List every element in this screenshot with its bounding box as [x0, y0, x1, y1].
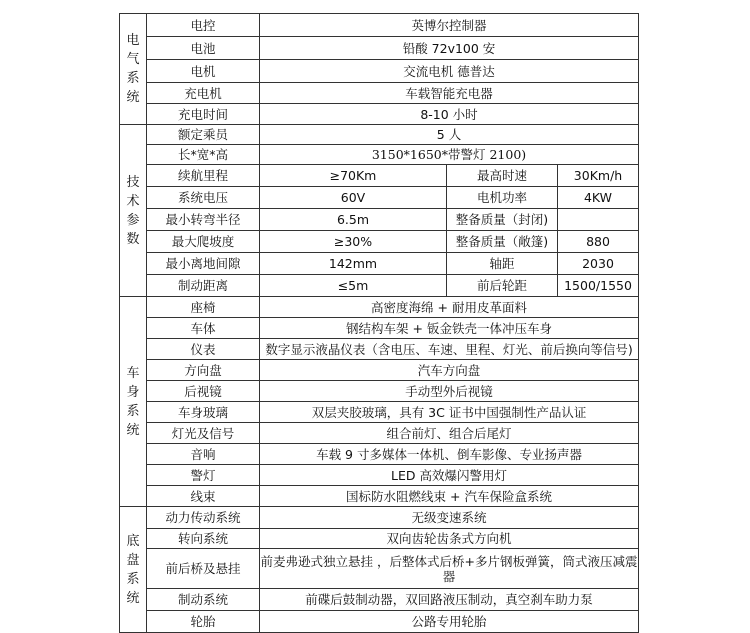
- table-row: [120, 125, 639, 145]
- table-row: [120, 275, 639, 297]
- table-row: [120, 507, 639, 529]
- row-value: 142mm: [260, 253, 447, 275]
- table-row: [120, 444, 639, 465]
- table-row: [120, 165, 639, 187]
- row-label: 方向盘: [147, 360, 260, 381]
- row-value: 英博尔控制器: [260, 14, 639, 37]
- row-label: 电机功率: [447, 187, 558, 209]
- row-label: 音响: [147, 444, 260, 465]
- row-label: 轮胎: [147, 611, 260, 633]
- row-value: 双层夹胶玻璃，具有 3C 证书中国强制性产品认证: [260, 402, 639, 423]
- row-value: 前碟后鼓制动器，双回路液压制动，真空刹车助力泵: [260, 589, 639, 611]
- row-label: 额定乘员: [147, 125, 260, 145]
- table-row: [120, 465, 639, 486]
- table-row: [120, 611, 639, 633]
- row-value: ≥30%: [260, 231, 447, 253]
- table-row: [120, 37, 639, 60]
- row-label: 整备质量（封闭): [447, 209, 558, 231]
- row-label: 动力传动系统: [147, 507, 260, 529]
- table-row: [120, 589, 639, 611]
- row-label: 最小离地间隙: [147, 253, 260, 275]
- row-value: 1500/1550: [558, 275, 639, 297]
- row-label: 线束: [147, 486, 260, 507]
- section-body: 车身系统: [120, 297, 147, 507]
- row-label: 续航里程: [147, 165, 260, 187]
- row-label: 车体: [147, 318, 260, 339]
- table-row: [120, 423, 639, 444]
- row-value: 5 人: [260, 125, 639, 145]
- row-value: 8-10 小时: [260, 104, 639, 125]
- row-label: 系统电压: [147, 187, 260, 209]
- row-label: 车身玻璃: [147, 402, 260, 423]
- section-electrical: 电气系统: [120, 14, 147, 125]
- row-value: 880: [558, 231, 639, 253]
- table-row: [120, 318, 639, 339]
- section-technical: 技术参数: [120, 125, 147, 297]
- row-value: 前麦弗逊式独立悬挂 ，后整体式后桥+多片钢板弹簧，筒式液压减震器: [260, 549, 639, 589]
- table-row: [120, 60, 639, 83]
- section-chassis: 底盘系统: [120, 507, 147, 633]
- table-row: [120, 187, 639, 209]
- row-value: 数字显示液晶仪表（含电压、车速、里程、灯光、前后换向等信号): [260, 339, 639, 360]
- table-row: [120, 231, 639, 253]
- table-row: [120, 549, 639, 589]
- table-row: [120, 209, 639, 231]
- table-row: [120, 402, 639, 423]
- row-value: 3150*1650*带警灯 2100): [260, 145, 639, 165]
- row-value: 车载智能充电器: [260, 83, 639, 104]
- table-row: [120, 360, 639, 381]
- row-label: 座椅: [147, 297, 260, 318]
- row-value: 交流电机 德普达: [260, 60, 639, 83]
- row-label: 电池: [147, 37, 260, 60]
- table-row: [120, 339, 639, 360]
- row-value: ≥70Km: [260, 165, 447, 187]
- row-label: 警灯: [147, 465, 260, 486]
- row-value: 高密度海绵 + 耐用皮革面料: [260, 297, 639, 318]
- table-row: [120, 104, 639, 125]
- table-row: [120, 381, 639, 402]
- row-value: 60V: [260, 187, 447, 209]
- row-label: 前后桥及悬挂: [147, 549, 260, 589]
- row-label: 灯光及信号: [147, 423, 260, 444]
- row-value: 4KW: [558, 187, 639, 209]
- row-value: 无级变速系统: [260, 507, 639, 529]
- row-value: 公路专用轮胎: [260, 611, 639, 633]
- row-label: 仪表: [147, 339, 260, 360]
- row-label: 制动系统: [147, 589, 260, 611]
- row-value: 钢结构车架 + 钣金铁壳一体冲压车身: [260, 318, 639, 339]
- table-row: [120, 486, 639, 507]
- row-value: 汽车方向盘: [260, 360, 639, 381]
- row-label: 电控: [147, 14, 260, 37]
- row-value: 手动型外后视镜: [260, 381, 639, 402]
- row-label: 电机: [147, 60, 260, 83]
- row-label: 后视镜: [147, 381, 260, 402]
- row-value: 2030: [558, 253, 639, 275]
- row-label: 充电机: [147, 83, 260, 104]
- row-label: 最大爬坡度: [147, 231, 260, 253]
- table-row: [120, 297, 639, 318]
- row-label: 长*宽*高: [147, 145, 260, 165]
- table-row: [120, 14, 639, 37]
- row-label: 轴距: [447, 253, 558, 275]
- spec-table: [119, 13, 639, 633]
- row-value: [558, 209, 639, 231]
- table-row: [120, 145, 639, 165]
- row-value: 组合前灯、组合后尾灯: [260, 423, 639, 444]
- table-row: [120, 529, 639, 549]
- row-label: 整备质量（敞篷): [447, 231, 558, 253]
- table-row: [120, 83, 639, 104]
- row-label: 转向系统: [147, 529, 260, 549]
- row-label: 最高时速: [447, 165, 558, 187]
- row-value: 30Km/h: [558, 165, 639, 187]
- row-value: LED 高效爆闪警用灯: [260, 465, 639, 486]
- row-value: 国标防水阻燃线束 + 汽车保险盒系统: [260, 486, 639, 507]
- row-value: ≤5m: [260, 275, 447, 297]
- row-value: 铅酸 72v100 安: [260, 37, 639, 60]
- row-label: 制动距离: [147, 275, 260, 297]
- row-label: 前后轮距: [447, 275, 558, 297]
- row-label: 充电时间: [147, 104, 260, 125]
- row-value: 双向齿轮齿条式方向机: [260, 529, 639, 549]
- table-row: [120, 253, 639, 275]
- row-value: 6.5m: [260, 209, 447, 231]
- row-label: 最小转弯半径: [147, 209, 260, 231]
- row-value: 车载 9 寸多媒体一体机、倒车影像、专业扬声器: [260, 444, 639, 465]
